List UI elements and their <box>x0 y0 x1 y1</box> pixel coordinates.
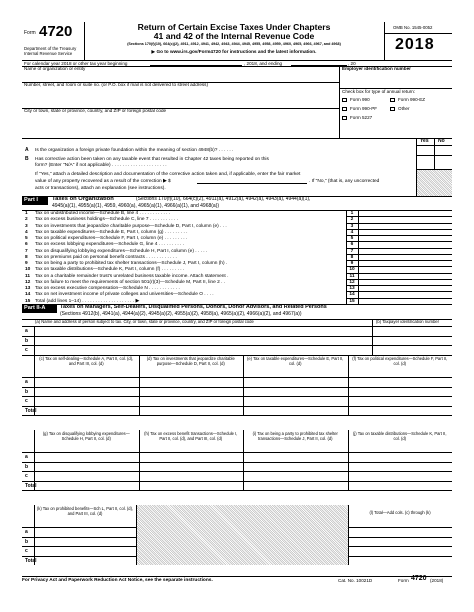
part1-line-text: Tax on political expenditures—Schedule F, Part I, column (e) . . . . . . . . . <box>35 236 188 242</box>
question-b-text5: acts or transactions), attach an explanation (see instructions). <box>35 186 166 191</box>
tax-amount-field[interactable] <box>35 527 136 537</box>
group-column-header: (g) Tax on disqualifying lobbying expenditures—Schedule H, Part II, col. (d) <box>42 431 130 441</box>
question-b-text1: Has corrective action been taken on any taxable event that resulted in Chapter 42 taxes being reported on this <box>35 157 269 162</box>
part1-line-ref: 11 <box>349 273 355 279</box>
part1-line-text: Tax on taxable expenditures—Schedule E, Part I, column (g) . . . . . . . . . <box>35 229 188 235</box>
tax-amount-field[interactable] <box>140 406 244 416</box>
tax-amount-field[interactable] <box>349 396 453 406</box>
tax-amount-field[interactable] <box>349 377 453 387</box>
tax-amount-field[interactable] <box>35 396 139 406</box>
group-row-letter: a <box>25 379 28 385</box>
group-row-letter: a <box>25 454 28 460</box>
tax-amount-field[interactable] <box>35 462 139 472</box>
question-a-letter: A <box>25 147 29 153</box>
footer-top-rule <box>22 576 452 577</box>
form-990-checkbox[interactable] <box>342 98 347 102</box>
row-letter: b <box>25 337 29 344</box>
part1-line-text: Tax on undistributed income—Schedule B, line 4 . . . . . . . . . . . . <box>35 211 171 216</box>
tax-amount-field[interactable] <box>140 481 244 491</box>
form-990pf-label: Form 990-PF <box>350 106 378 111</box>
calendar-year-mid: , 2018, and ending <box>244 61 283 66</box>
group-column-header: (k) Tax on prohibited benefits—Sch L, Part II, col. (d), and Part III, col. (d) <box>36 506 134 516</box>
group-total-label: Total <box>25 482 37 489</box>
street-address-field[interactable] <box>22 82 339 108</box>
part1-line-ref: 3 <box>350 223 354 229</box>
form-990-label: Form 990 <box>350 97 370 102</box>
group-column-header: (j) Tax on taxable distributions—Schedule K, Part II, col. (d) <box>353 431 447 441</box>
form-5227-label: Form 5227 <box>350 115 373 120</box>
question-b-text4: value of any property recovered as a result of the correction ▶ $ <box>35 179 171 184</box>
form-title-line2: 41 and 42 of the Internal Revenue Code <box>153 31 315 41</box>
part1-line-ref: 10 <box>349 267 355 273</box>
part1-line-text: Total (add lines 1–14) . . . . . . . . . . . . . . . . . . . . ▶ <box>35 298 140 304</box>
part1-line-text: Tax on excess executive compensation—Schedule N . . . . . . . . . . . . <box>35 286 180 292</box>
tax-amount-field[interactable] <box>35 387 139 397</box>
tax-amount-field[interactable] <box>140 452 244 462</box>
part1-title-sections2: 4945(a)(1), 4955(a)(1), 4959, 4960(a), 4965(a)(1), 4966(a)(1), and 4968(a)) <box>52 203 220 209</box>
privacy-notice: For Privacy Act and Paperwork Reduction Act Notice, see the separate instructions. <box>22 578 213 583</box>
tax-amount-field[interactable] <box>244 396 348 406</box>
part1-line-text: Tax on premiums paid on personal benefit contracts . . . . . . . . . . . . <box>35 254 177 260</box>
part1-line-ref: 14 <box>349 292 355 298</box>
form-sections-line: (Sections 170(f)(10), 664(c)(2), 4911, 4912, 4941, 4942, 4943, 4944, 4945, 4955, 4958, 4959, 4960, 4965, 4966, 4967, and 4968) <box>127 42 341 46</box>
street-address-label: Number, street, and room or suite no. (or P.O. box if mail is not delivered to street address) <box>24 82 209 87</box>
tax-amount-field[interactable] <box>140 377 244 387</box>
group-row-letter: c <box>25 548 28 555</box>
city-state-zip-field[interactable] <box>22 108 339 138</box>
part1-line-text: Tax on failure to meet the requirements of section 501(r)(3)—Schedule M, Part II, line 2 . . <box>35 279 226 285</box>
tax-amount-field[interactable] <box>35 471 139 481</box>
tax-amount-field[interactable] <box>140 396 244 406</box>
part1-line-ref: 6 <box>350 242 354 248</box>
part1-line-number: 6 <box>25 242 28 248</box>
part2a-label-text: Part II-A <box>24 305 46 311</box>
group-row-letter: b <box>25 463 29 470</box>
part1-line-ref: 2 <box>350 217 354 223</box>
tax-amount-field[interactable] <box>349 481 453 491</box>
tax-amount-field[interactable] <box>349 406 453 416</box>
part1-line-text: Tax on disqualifying lobbying expenditures—Schedule H, Part I, column (e) . . . . . <box>35 248 208 254</box>
omb-year-block <box>385 22 452 60</box>
tax-amount-field[interactable] <box>35 452 139 462</box>
form-word: Form <box>24 30 36 36</box>
part1-line-ref: 4 <box>350 229 354 235</box>
question-b-yes-box[interactable] <box>417 156 434 169</box>
part1-line-ref: 12 <box>349 279 355 285</box>
group-column-header: (l) Total—Add cols. (c) through (k) <box>369 510 431 515</box>
tax-amount-field[interactable] <box>35 546 136 556</box>
tax-amount-field[interactable] <box>244 471 348 481</box>
part2a-label <box>22 305 57 313</box>
fair-market-value-field[interactable] <box>197 183 307 184</box>
person-name-address-field[interactable] <box>35 336 372 346</box>
tax-amount-field[interactable] <box>349 537 452 547</box>
part1-line-number: 9 <box>25 261 28 267</box>
tax-amount-field[interactable] <box>349 462 453 472</box>
tax-amount-field[interactable] <box>35 556 136 566</box>
group-column-header: (i) Tax on being a party to prohibited tax shelter transactions—Schedule J, Part II, col. (d) <box>252 431 338 441</box>
person-tin-field[interactable] <box>373 336 452 346</box>
group-row-letter: b <box>25 388 29 395</box>
form-990ez-checkbox[interactable] <box>390 98 395 102</box>
omb-number: OMB No. 1545-0052 <box>393 25 433 30</box>
group-total-label: Total <box>25 407 37 414</box>
part1-line-text: Tax on investments that jeopardize charitable purpose—Schedule D, Part I, column (e) . . . <box>35 223 227 229</box>
other-checkbox[interactable] <box>390 107 395 111</box>
part1-title: Taxes on Organization <box>52 196 114 202</box>
organization-name-field[interactable] <box>22 66 339 82</box>
question-a-text: Is the organization a foreign private foundation within the meaning of section 4948(b)? . . . . . . <box>35 148 234 153</box>
group-row-letter: c <box>25 473 28 480</box>
form-id-block <box>22 22 82 60</box>
question-b-letter: B <box>25 156 29 162</box>
tax-amount-field[interactable] <box>244 377 348 387</box>
tax-amount-field[interactable] <box>35 537 136 547</box>
part1-line-number: 3 <box>25 223 28 229</box>
part1-line-text: Tax on excess lobbying expenditures—Schedule G, line 4 . . . . . . . . . . <box>35 242 185 248</box>
part1-line-number: 7 <box>25 248 28 254</box>
group-column-header: (f) Tax on political expenditures—Schedule F, Part II, col. (d) <box>352 356 448 366</box>
calendar-year-line: For calendar year 2018 or other tax year beginning <box>24 61 128 66</box>
group-row-letter: c <box>25 398 28 405</box>
group-column-header: (h) Tax on excess benefit transactions—Schedule I, Part II, col. (d), and Part III, col. (d) <box>144 431 238 441</box>
tax-amount-field[interactable] <box>35 377 139 387</box>
row-letter: c <box>25 347 28 354</box>
part1-line-ref: 9 <box>350 261 354 267</box>
part1-title-sections: (Sections 170(f)(10), 664(c)(2), 4911(a), 4912(a), 4942(a), 4943(a), 4944(a)(1), <box>136 196 311 202</box>
group-row-letter: b <box>25 538 29 545</box>
part1-line-number: 5 <box>25 236 28 242</box>
question-a-no-box[interactable] <box>435 146 452 155</box>
catalog-number: Cat. No. 10021D <box>338 578 373 583</box>
question-b-text3: If "Yes," attach a detailed description and documentation of the corrective action taken and, if applicable, enter the fair market <box>35 172 301 177</box>
part1-line-text: Tax on excess business holdings—Schedule C, line 7 . . . . . . . . . . . <box>35 217 178 223</box>
question-b-no-box[interactable] <box>435 156 452 169</box>
group-row-letter: a <box>25 529 28 535</box>
part1-line-number: 13 <box>25 286 31 292</box>
omb-divider <box>385 33 452 34</box>
tax-amount-field[interactable] <box>349 556 452 566</box>
part1-line-text: Tax on taxable distributions—Schedule K, Part I, column (f) . . . . . . . . . <box>35 267 185 273</box>
form-990pf-checkbox[interactable] <box>342 107 347 111</box>
form-5227-checkbox[interactable] <box>342 116 347 120</box>
part1-line-ref: 7 <box>350 248 354 254</box>
tax-amount-field[interactable] <box>244 481 348 491</box>
part1-line-text: Tax on being a party to prohibited tax shelter transactions—Schedule J, Part I, column (h) . <box>35 261 228 267</box>
part1-line-number: 14 <box>25 292 31 298</box>
ein-label: Employer identification number <box>342 66 411 71</box>
group-column-header: (e) Tax on taxable expenditures—Schedule E, Part II, col. (d) <box>247 356 344 366</box>
person-name-address-field[interactable] <box>35 326 372 336</box>
tax-amount-field[interactable] <box>244 462 348 472</box>
part1-line-number: 15 <box>25 298 31 304</box>
col-a-header: (a) Name and address of person subject to tax. City, or town, state or province, country, and ZIP or foreign postal code <box>35 319 254 324</box>
part1-line-number: 1 <box>25 211 28 216</box>
tax-amount-field[interactable] <box>349 387 453 397</box>
form-title-block <box>84 22 384 60</box>
question-b-text4b: . If "No," (that is, any uncorrected <box>309 179 380 184</box>
tax-amount-field[interactable] <box>35 481 139 491</box>
part2a-title-sections: (Sections 4912(b), 4941(a), 4944(a)(2), 4945(a)(2), 4955(a)(2), 4958(a), 4965(a)(2), 4966(a)(2), and 4967(a)) <box>60 311 302 317</box>
part1-line-number: 11 <box>25 273 31 279</box>
tax-amount-field[interactable] <box>349 452 453 462</box>
tax-year: 2018 <box>395 36 435 53</box>
question-b-text2: form? (Enter "N/A" if not applicable) . . . . . . . . . . . . . . . . . . . . . <box>35 163 167 168</box>
question-a-yes-box[interactable] <box>417 146 434 155</box>
group-total-label: Total <box>25 557 37 564</box>
part1-line-number: 10 <box>25 267 31 273</box>
tax-amount-field[interactable] <box>244 406 348 416</box>
calendar-year-end: , 20 <box>348 61 356 66</box>
part1-line-ref: 5 <box>350 236 354 242</box>
return-type-block <box>340 88 452 138</box>
irs-link-line: ▶ Go to www.irs.gov/Form4720 for instructions and the latest information. <box>151 49 317 54</box>
return-type-title: Check box for type of annual return: <box>342 89 416 94</box>
tax-amount-field[interactable] <box>140 462 244 472</box>
group-bottom-rule <box>22 490 452 491</box>
form-title-line1: Return of Certain Excise Taxes Under Chapters <box>137 22 331 32</box>
group3-shaded-area <box>137 505 348 565</box>
group-column-header: (c) Tax on self-dealing—Schedule A, Part II, col. (d), and Part III, col. (d) <box>39 356 134 366</box>
part2a-title: Taxes on Managers, Self-Dealers, Disqualified Persons, Donors, Donor Advisors, and Related Persons <box>60 304 327 310</box>
tax-amount-field[interactable] <box>140 471 244 481</box>
group-column-header: (d) Tax on investments that jeopardize charitable purpose—Schedule D, Part II, col. (d) <box>146 356 235 366</box>
organization-name-label: Name of organization or entity <box>24 66 86 71</box>
tax-amount-field[interactable] <box>349 527 452 537</box>
tax-amount-field[interactable] <box>244 452 348 462</box>
form-number: 4720 <box>39 23 73 40</box>
part1-label-text: Part I <box>24 197 38 203</box>
part1-line-ref: 15 <box>349 298 355 304</box>
department-line: Department of the Treasury <box>24 46 77 51</box>
row-letter: a <box>25 328 28 334</box>
yes-column-header: Yes <box>420 138 429 144</box>
group-bottom-rule <box>22 415 452 416</box>
footer-form-number: 4720 <box>411 575 427 582</box>
person-name-address-field[interactable] <box>35 345 372 355</box>
person-tin-field[interactable] <box>373 326 452 336</box>
tax-amount-field[interactable] <box>244 387 348 397</box>
part1-line-text: Tax on a charitable remainder trust's unrelated business taxable income. Attach statement . <box>35 273 229 279</box>
person-tin-field[interactable] <box>373 345 452 355</box>
tax-amount-field[interactable] <box>140 387 244 397</box>
tax-amount-field[interactable] <box>349 546 452 556</box>
part1-line-text: Tax on net investment income of private colleges and universities—Schedule O . . . . <box>35 292 214 298</box>
col-b-header: (b) Taxpayer identification number <box>376 319 440 324</box>
footer-form-word: Form <box>398 578 409 583</box>
part1-line-ref: 8 <box>350 254 354 260</box>
part1-line-ref: 13 <box>349 286 355 292</box>
form-990ez-label: Form 990-EZ <box>398 97 426 102</box>
part1-line-ref: 1 <box>350 211 354 216</box>
other-label: Other <box>398 106 410 111</box>
part1-line-number: 2 <box>25 217 28 223</box>
tax-amount-field[interactable] <box>349 471 453 481</box>
form-4720-page <box>22 22 452 590</box>
ein-field[interactable] <box>340 66 452 88</box>
footer-year: (2018) <box>430 578 444 583</box>
part1-line-number: 12 <box>25 279 31 285</box>
part1-line-number: 8 <box>25 254 28 260</box>
tax-amount-field[interactable] <box>35 406 139 416</box>
city-state-zip-label: City or town, state or province, country, and ZIP or foreign postal code <box>24 108 167 113</box>
irs-line: Internal Revenue Service <box>24 51 73 56</box>
part1-label <box>22 197 48 205</box>
no-column-header: No <box>438 138 445 144</box>
id-block-bottom-rule <box>22 138 452 139</box>
part1-line-number: 4 <box>25 229 28 235</box>
yes-no-shaded-area <box>417 170 452 196</box>
